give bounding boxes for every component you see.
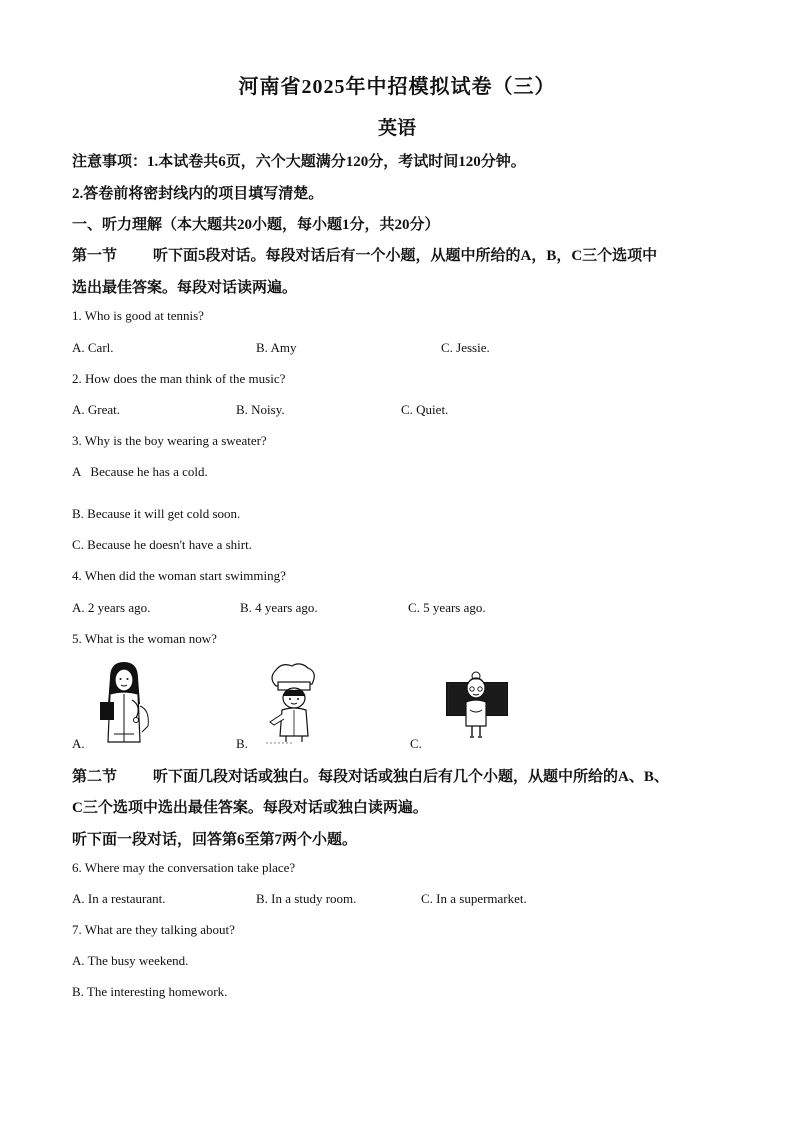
- q1-option-b: B. Amy: [256, 340, 297, 355]
- q6-option-b: B. In a study room.: [256, 891, 357, 906]
- q3-option-a: A Because he has a cold.: [72, 464, 208, 479]
- q2-option-b: B. Noisy.: [236, 402, 285, 417]
- page-title: 河南省2025年中招模拟试卷（三）: [238, 76, 556, 98]
- section1-label: 第一节: [72, 248, 118, 264]
- question-1: 1. Who is good at tennis?: [72, 308, 204, 323]
- subject-title: 英语: [377, 118, 416, 139]
- q1-option-a: A. Carl.: [72, 340, 114, 355]
- notes-line-2: 2.答卷前将密封线内的项目填写清楚。: [72, 186, 324, 202]
- q6-option-a: A. In a restaurant.: [72, 891, 166, 906]
- part1-heading: 一、听力理解（本大题共20小题，每小题1分，共20分）: [72, 217, 440, 233]
- chef-picture: [262, 662, 328, 744]
- question-5: 5. What is the woman now?: [72, 631, 217, 646]
- q4-option-c: C. 5 years ago.: [408, 600, 486, 615]
- q1-option-c: C. Jessie.: [441, 340, 490, 355]
- section2-instruction-1: 听下面几段对话或独白。每段对话或独白后有几个小题，从题中所给的A、B、: [153, 769, 669, 785]
- q7-option-a: A. The busy weekend.: [72, 953, 189, 968]
- q2-option-c: C. Quiet.: [401, 402, 449, 417]
- teacher-picture: [444, 670, 510, 740]
- question-6: 6. Where may the conversation take place?: [72, 860, 296, 875]
- question-4: 4. When did the woman start swimming?: [72, 568, 286, 583]
- section2-instruction-2: C三个选项中选出最佳答案。每段对话或独白读两遍。: [72, 800, 428, 816]
- q4-option-a: A. 2 years ago.: [72, 600, 151, 615]
- q6-option-c: C. In a supermarket.: [421, 891, 527, 906]
- section1-instruction-1: 听下面5段对话。每段对话后有一个小题，从题中所给的A，B，C三个选项中: [153, 248, 658, 264]
- q5-option-b: B.: [236, 736, 248, 751]
- question-2: 2. How does the man think of the music?: [72, 371, 286, 386]
- q7-option-b: B. The interesting homework.: [72, 984, 228, 999]
- q2-option-a: A. Great.: [72, 402, 121, 417]
- q4-option-b: B. 4 years ago.: [240, 600, 318, 615]
- question-3: 3. Why is the boy wearing a sweater?: [72, 433, 267, 448]
- q3-option-b: B. Because it will get cold soon.: [72, 506, 241, 521]
- notes-line-1: 注意事项：1.本试卷共6页，六个大题满分120分，考试时间120分钟。: [72, 154, 526, 170]
- doctor-picture: [96, 660, 160, 744]
- section2-label: 第二节: [72, 769, 118, 785]
- q5-option-a: A.: [72, 736, 85, 751]
- section1-instruction-2: 选出最佳答案。每段对话读两遍。: [72, 280, 298, 296]
- q5-option-c: C.: [410, 736, 422, 751]
- question-7: 7. What are they talking about?: [72, 922, 235, 937]
- q3-option-c: C. Because he doesn't have a shirt.: [72, 537, 252, 552]
- dialogue-instruction: 听下面一段对话，回答第6至第7两个小题。: [72, 832, 358, 848]
